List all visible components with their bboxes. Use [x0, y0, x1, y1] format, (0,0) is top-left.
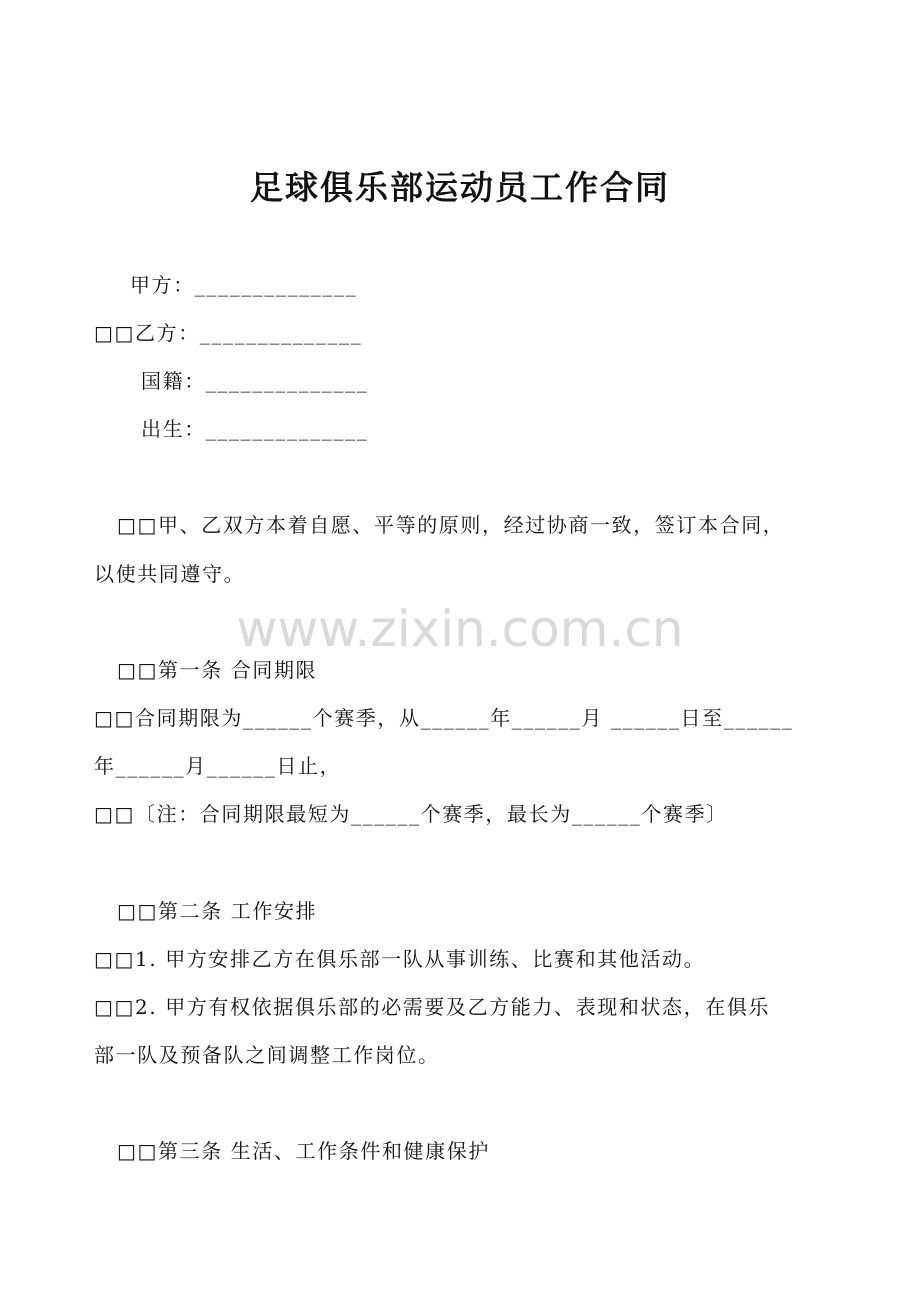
watermark: www.zixin.com.cn — [236, 600, 684, 658]
article-1-heading: □□第一条 合同期限 — [117, 658, 318, 682]
nationality-field: 国籍：______________ — [141, 369, 369, 393]
article-2-item-2-line-2: 部一队及预备队之间调整工作岗位。 — [94, 1043, 440, 1067]
intro-paragraph-line-2: 以使共同遵守。 — [94, 562, 246, 586]
intro-paragraph-line-1: □□甲、乙双方本着自愿、平等的原则，经过协商一致，签订本合同， — [117, 513, 785, 537]
article-2-item-2-line-1: □□2. 甲方有权依据俱乐部的必需要及乙方能力、表现和状态，在俱乐 — [94, 995, 771, 1019]
article-1-note: □□〔注：合同期限最短为______个赛季，最长为______个赛季〕 — [94, 802, 728, 826]
article-3-heading: □□第三条 生活、工作条件和健康保护 — [117, 1139, 490, 1163]
article-2-item-1: □□1. 甲方安排乙方在俱乐部一队从事训练、比赛和其他活动。 — [94, 947, 706, 971]
birth-field: 出生：______________ — [141, 417, 369, 441]
party-b-field: □□乙方：______________ — [94, 321, 363, 345]
article-2-heading: □□第二条 工作安排 — [117, 899, 318, 923]
document-title: 足球俱乐部运动员工作合同 — [250, 168, 670, 207]
article-1-term-line-2: 年______月______日止， — [94, 754, 342, 778]
article-1-term-line-1: □□合同期限为______个赛季，从______年______月 ______日至______ — [94, 706, 794, 730]
party-a-field: 甲方：______________ — [130, 273, 358, 297]
